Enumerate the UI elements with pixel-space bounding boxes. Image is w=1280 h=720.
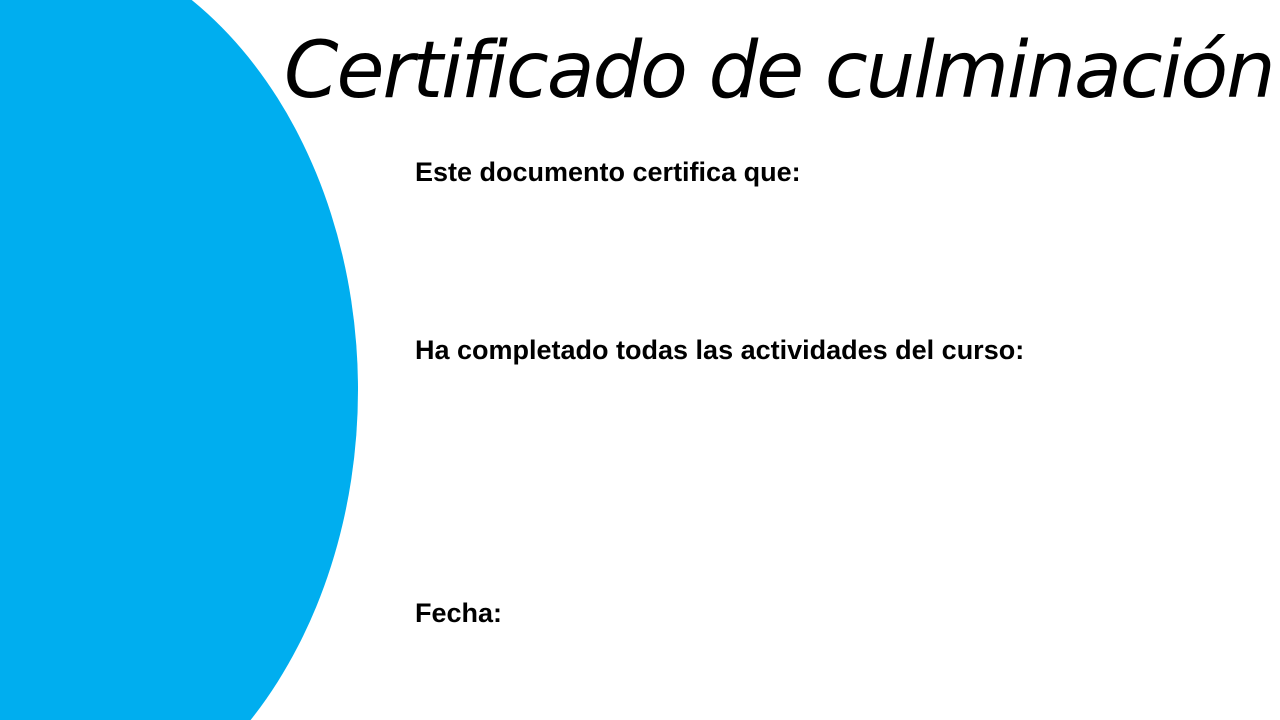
certifies-label: Este documento certifica que: (415, 157, 801, 187)
date-label: Fecha: (415, 598, 503, 628)
completed-course-label: Ha completado todas las actividades del curso: (415, 335, 1025, 365)
certificate-title: Certificado de culminación (284, 26, 1274, 116)
